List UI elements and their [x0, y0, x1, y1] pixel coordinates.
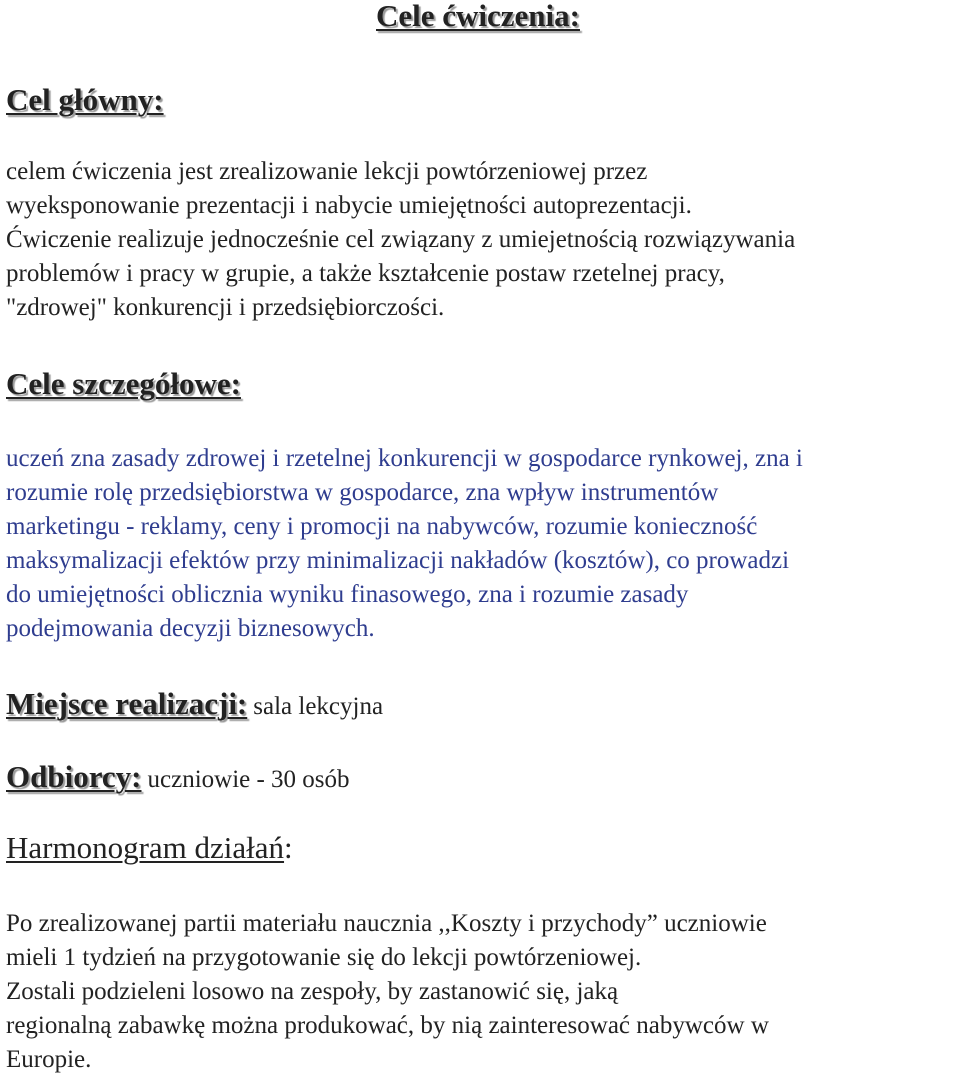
schedule-line: Europie. [6, 1046, 92, 1073]
schedule-heading: Harmonogram działań [6, 830, 285, 865]
main-goal-line: Ćwiczenie realizuje jednocześnie cel związany z umiejetnością rozwiązywania [6, 226, 796, 253]
audience-row [6, 759, 350, 795]
location-heading: Miejsce realizacji: [6, 686, 248, 721]
schedule-line: mieli 1 tydzień na przygotowanie się do lekcji powtórzeniowej. [6, 944, 642, 971]
main-goal-line: wyeksponowanie prezentacji i nabycie umiejętności autoprezentacji. [6, 192, 692, 219]
detailed-goals-line: podejmowania decyzji biznesowych. [6, 615, 375, 642]
detailed-goals-line: do umiejętności oblicznia wyniku finasowego, zna i rozumie zasady [6, 581, 689, 608]
audience-heading: Odbiorcy: [6, 759, 142, 794]
main-goal-paragraph [6, 155, 960, 325]
detailed-goals-line: uczeń zna zasady zdrowej i rzetelnej konkurencji w gospodarce rynkowej, zna i [6, 445, 803, 472]
main-goal-line: problemów i pracy w grupie, a także kształcenie postaw rzetelnej pracy, [6, 260, 725, 287]
page-title: Cele ćwiczenia: [376, 0, 580, 33]
schedule-line: Zostali podzieleni losowo na zespoły, by zastanowić się, jaką [6, 978, 619, 1005]
location-value: sala lekcyjna [253, 693, 384, 720]
schedule-line: regionalną zabawkę można produkować, by nią zainteresować nabywców w [6, 1012, 769, 1039]
main-goal-heading: Cel główny: [6, 82, 164, 117]
schedule-paragraph [6, 907, 960, 1077]
detailed-goals-line: marketingu - reklamy, ceny i promocji na nabywców, rozumie konieczność [6, 513, 758, 540]
detailed-goals-line: rozumie rolę przedsiębiorstwa w gospodarce, zna wpływ instrumentów [6, 479, 719, 506]
schedule-line: Po zrealizowanej partii materiału naucznia ,,Koszty i przychody” uczniowie [6, 910, 767, 937]
detailed-goals-paragraph [6, 442, 960, 646]
audience-value: uczniowie - 30 osób [147, 766, 350, 793]
main-goal-line: celem ćwiczenia jest zrealizowanie lekcji powtórzeniowej przez [6, 158, 648, 185]
schedule-row [6, 830, 293, 866]
detailed-goals-heading: Cele szczegółowe: [6, 366, 241, 401]
schedule-colon: : [284, 830, 293, 865]
location-row [6, 686, 383, 722]
detailed-goals-line: maksymalizacji efektów przy minimalizacji nakładów (kosztów), co prowadzi [6, 547, 790, 574]
main-goal-line: "zdrowej" konkurencji i przedsiębiorczości. [6, 294, 445, 321]
